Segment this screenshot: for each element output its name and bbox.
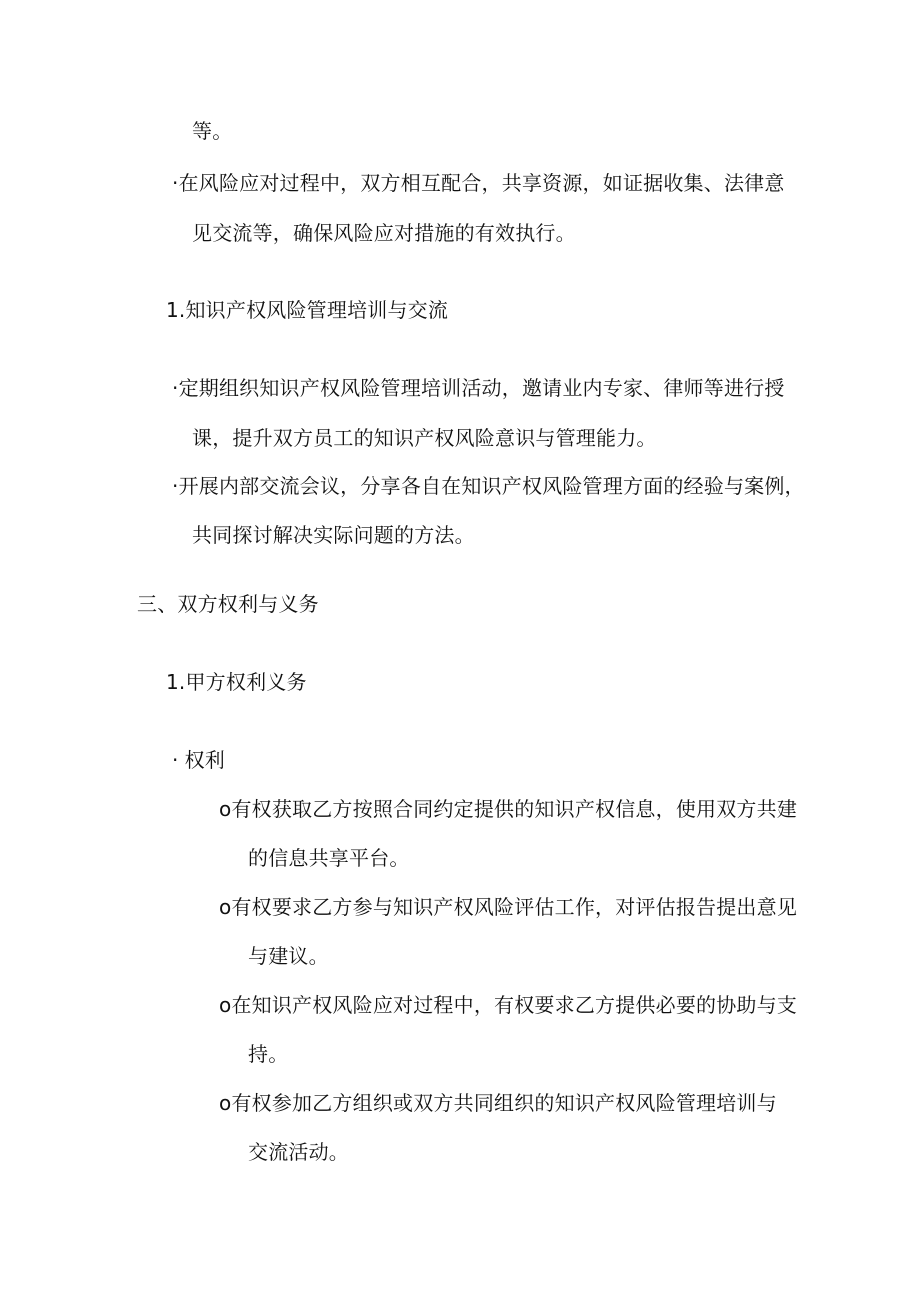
section-heading: 1.甲方权利义务 [166, 670, 307, 694]
chapter-heading: 三、双方权利与义务 [137, 592, 319, 616]
bullet-item: ·开展内部交流会议，分享各自在知识产权风险管理方面的经验与案例， [172, 474, 805, 498]
paragraph-line: 的信息共享平台。 [248, 846, 410, 870]
sub-bullet-circle: o [219, 895, 232, 919]
sub-bullet-circle: o [219, 797, 232, 821]
paragraph-line: 交流活动。 [248, 1140, 349, 1164]
bullet-dot: · [172, 171, 179, 195]
paragraph-line: 等。 [192, 119, 233, 143]
bullet-dot: · [172, 748, 179, 772]
sub-bullet-item: o在知识产权风险应对过程中，有权要求乙方提供必要的协助与支 [219, 993, 798, 1017]
sub-bullet-circle: o [219, 993, 232, 1017]
sub-bullet-item: o有权参加乙方组织或双方共同组织的知识产权风险管理培训与 [219, 1091, 777, 1115]
sub-bullet-circle: o [219, 1091, 232, 1115]
bullet-item: ·在风险应对过程中，双方相互配合，共享资源，如证据收集、法律意 [172, 171, 785, 195]
section-heading: 1.知识产权风险管理培训与交流 [166, 298, 449, 322]
bullet-item: · 权利 [172, 748, 225, 772]
bullet-dot: · [172, 474, 179, 498]
paragraph-line: 与建议。 [248, 944, 329, 968]
bullet-item: ·定期组织知识产权风险管理培训活动，邀请业内专家、律师等进行授 [172, 376, 785, 400]
bullet-dot: · [172, 376, 179, 400]
paragraph-line: 课，提升双方员工的知识产权风险意识与管理能力。 [192, 426, 657, 450]
paragraph-line: 见交流等，确保风险应对措施的有效执行。 [192, 221, 576, 245]
sub-bullet-item: o有权获取乙方按照合同约定提供的知识产权信息，使用双方共建 [219, 797, 798, 821]
paragraph-line: 共同探讨解决实际问题的方法。 [192, 523, 475, 547]
sub-bullet-item: o有权要求乙方参与知识产权风险评估工作，对评估报告提出意见 [219, 895, 798, 919]
paragraph-line: 持。 [248, 1042, 289, 1066]
